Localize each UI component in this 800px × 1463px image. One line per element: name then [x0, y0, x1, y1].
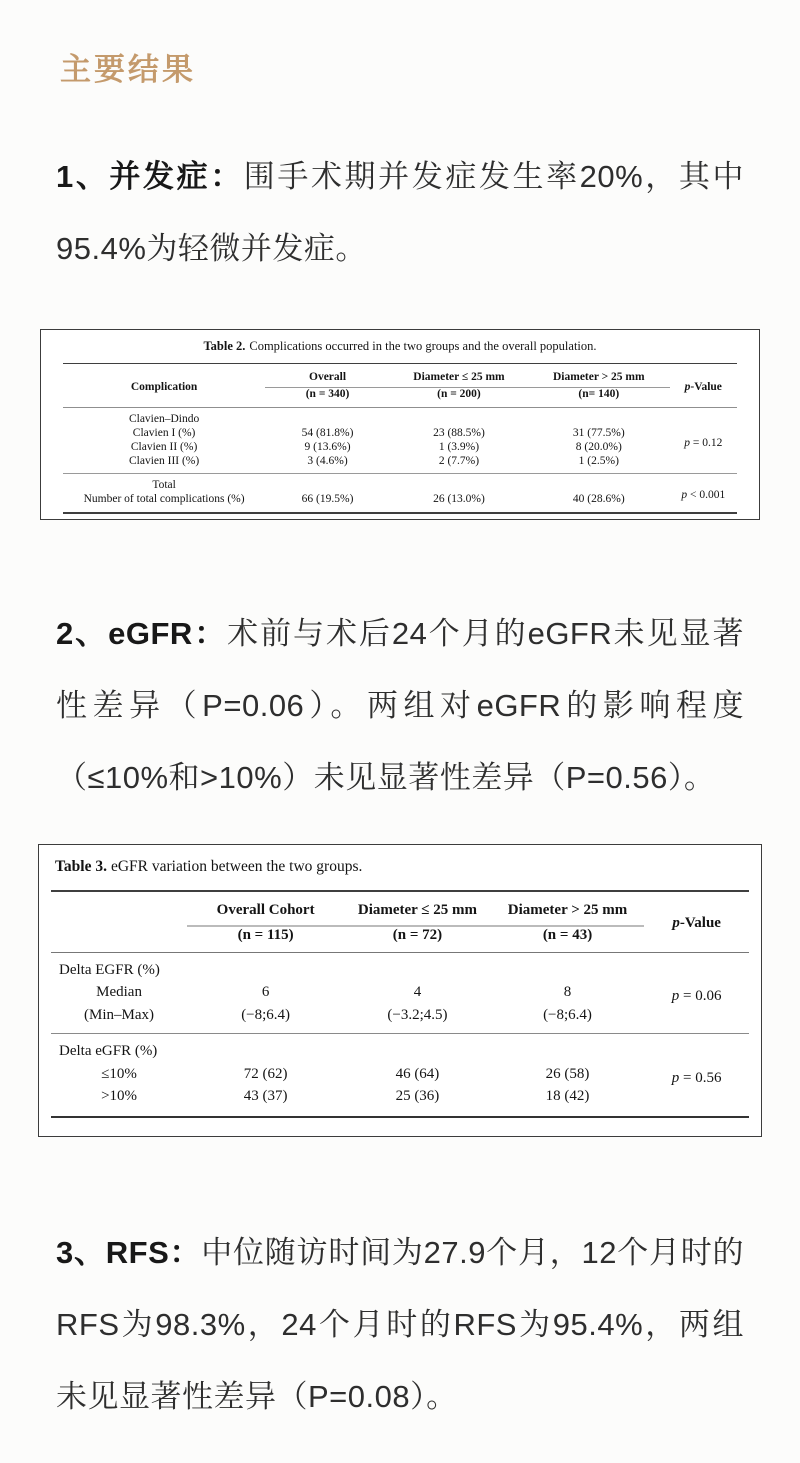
table-row — [63, 408, 737, 427]
cell-value: (−3.2;4.5) — [387, 1006, 448, 1023]
row-label: Clavien I (%) — [132, 427, 196, 440]
table-row — [63, 474, 737, 493]
row-label: ≤10% — [101, 1065, 137, 1082]
table3-grid — [51, 890, 749, 1118]
table3-n-overall: (n = 115) — [237, 926, 294, 943]
cell-empty — [344, 1034, 491, 1063]
table2-col-overall: Overall — [265, 363, 390, 388]
table3-pvalue-median — [644, 952, 749, 1034]
cell-empty — [265, 474, 390, 493]
table3-col-rowlabel — [51, 891, 187, 953]
p-symbol: p — [672, 915, 680, 932]
table2-section-clavien — [63, 408, 737, 474]
table-row — [63, 440, 737, 454]
table2-group-label: Total — [152, 479, 176, 492]
p-symbol: p — [684, 380, 691, 393]
table3-section-delta-split — [51, 1034, 749, 1117]
table3-col-diameter-le25: Diameter ≤ 25 mm — [344, 891, 491, 926]
p-value-suffix: -Value — [690, 380, 722, 393]
cell-empty — [528, 474, 670, 493]
cell-value: 66 (19.5%) — [301, 493, 354, 506]
p-value-text: < 0.001 — [687, 489, 726, 502]
cell-value: 72 (62) — [243, 1065, 288, 1082]
table3-col-diameter-gt25: Diameter > 25 mm — [491, 891, 645, 926]
table3-section-delta-median — [51, 952, 749, 1034]
table3-group-label: Delta eGFR (%) — [59, 1043, 158, 1060]
p-symbol: p — [681, 489, 688, 502]
table3-group-label: Delta EGFR (%) — [59, 961, 160, 978]
row-label: (Min–Max) — [84, 1006, 155, 1023]
table3-n-gt25: (n = 43) — [542, 926, 593, 943]
cell-value: 23 (88.5%) — [433, 427, 485, 440]
cell-empty — [187, 1034, 344, 1063]
cell-value: 54 (81.8%) — [301, 427, 354, 440]
cell-empty — [187, 952, 344, 981]
table-row — [63, 454, 737, 474]
row-label: Median — [96, 984, 142, 1001]
cell-empty — [528, 408, 670, 427]
table3-col-overall-cohort: Overall Cohort — [187, 891, 344, 926]
p-symbol: p — [684, 436, 690, 449]
table3-n-le25: (n = 72) — [392, 926, 443, 943]
p-value-text: = 0.06 — [679, 987, 722, 1004]
table2-caption-label: Table 2. — [203, 338, 246, 353]
row-label: Number of total complications (%) — [83, 493, 245, 506]
cell-value: 9 (13.6%) — [304, 441, 351, 454]
table-row — [51, 952, 749, 981]
cell-value: 26 (13.0%) — [433, 493, 485, 506]
table2-grid — [63, 363, 737, 514]
table3-card — [38, 844, 762, 1137]
cell-empty — [390, 474, 528, 493]
table3-caption-label: Table 3. — [55, 857, 107, 875]
row-label: >10% — [101, 1088, 138, 1105]
p-value-text: = 0.56 — [679, 1069, 722, 1086]
table2-section-total — [63, 474, 737, 514]
table2-group-label: Clavien–Dindo — [128, 413, 200, 426]
cell-empty — [491, 1034, 645, 1063]
cell-value: (−8;6.4) — [543, 1006, 592, 1023]
table3-header — [51, 891, 749, 953]
cell-value: 43 (37) — [243, 1088, 288, 1105]
table-row — [63, 492, 737, 513]
cell-value: (−8;6.4) — [241, 1006, 291, 1023]
cell-value: 8 — [563, 984, 572, 1001]
paragraph-rfs — [56, 1217, 744, 1433]
paragraph-complications-text: 围手术期并发症发生率20%，其中95.4%为轻微并发症。 — [56, 159, 744, 266]
table3-caption-text: eGFR variation between the two groups. — [110, 857, 363, 875]
cell-value: 46 (64) — [395, 1065, 440, 1082]
paragraph-egfr-text: 术前与术后24个月的eGFR未见显著性差异（P=0.06）。两组对eGFR的影响程度（≤10%和>10%）未见显著性差异（P=0.56）。 — [56, 616, 744, 795]
cell-value: 40 (28.6%) — [572, 493, 625, 506]
table-row — [51, 1034, 749, 1063]
cell-value: 8 (20.0%) — [575, 441, 622, 454]
cell-empty — [491, 952, 645, 981]
paragraph-rfs-text: 中位随访时间为27.9个月，12个月时的RFS为98.3%，24个月时的RFS为95.4%，两组未见显著性差异（P=0.08）。 — [56, 1234, 744, 1414]
p-symbol: p — [671, 987, 680, 1004]
table2-pvalue-total — [670, 474, 737, 514]
p-symbol: p — [671, 1069, 680, 1086]
table3-col-pvalue — [644, 891, 749, 953]
paragraph-egfr-lead: 2、eGFR： — [56, 616, 228, 652]
cell-value: 18 (42) — [545, 1088, 590, 1105]
table3-pvalue-split — [644, 1034, 749, 1117]
table2-n-le25: (n = 200) — [437, 388, 481, 401]
p-value-text: = 0.12 — [689, 436, 723, 449]
cell-value: 25 (36) — [395, 1088, 440, 1105]
table2-n-gt25: (n= 140) — [578, 388, 620, 401]
table2-col-diameter-le25: Diameter ≤ 25 mm — [390, 363, 528, 388]
p-value-suffix: -Value — [679, 915, 721, 932]
row-label: Clavien II (%) — [130, 441, 198, 454]
paragraph-rfs-lead: 3、RFS： — [56, 1234, 202, 1270]
table2-col-complication: Complication — [130, 380, 198, 393]
table-row — [63, 426, 737, 440]
table2-caption — [63, 339, 737, 354]
cell-value: 31 (77.5%) — [572, 427, 625, 440]
table2-col-diameter-gt25: Diameter > 25 mm — [528, 363, 670, 388]
table2-header — [63, 363, 737, 407]
cell-value: 4 — [413, 984, 422, 1001]
table3-caption — [55, 858, 749, 876]
cell-value: 26 (58) — [545, 1065, 590, 1082]
paragraph-egfr — [56, 598, 744, 814]
table2-col-pvalue — [670, 363, 737, 407]
cell-value: 1 (3.9%) — [438, 441, 480, 454]
paragraph-complications-lead: 1、并发症： — [56, 159, 244, 194]
cell-value: 2 (7.7%) — [438, 455, 480, 468]
table2-pvalue-clavien — [670, 408, 737, 474]
table2-n-overall: (n = 340) — [305, 388, 350, 401]
cell-value: 6 — [261, 984, 270, 1001]
table2-card — [40, 329, 760, 520]
page-title: 主要结果 — [60, 52, 196, 87]
table2-caption-text: Complications occurred in the two groups and the overall population. — [249, 338, 597, 353]
cell-empty — [390, 408, 528, 427]
cell-value: 1 (2.5%) — [578, 455, 619, 468]
cell-empty — [344, 952, 491, 981]
row-label: Clavien III (%) — [128, 455, 200, 468]
cell-value: 3 (4.6%) — [307, 455, 348, 468]
cell-empty — [265, 408, 390, 427]
paragraph-complications — [56, 141, 744, 285]
